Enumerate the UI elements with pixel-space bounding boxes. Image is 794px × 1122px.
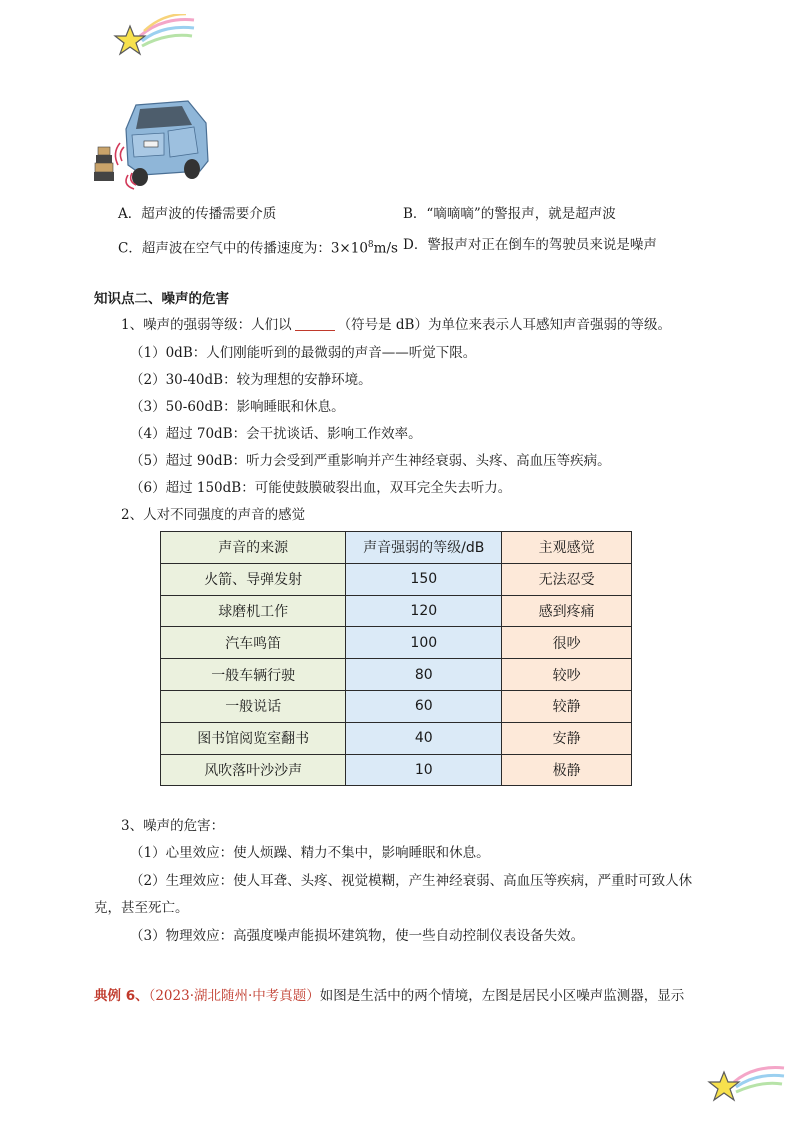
table-cell: 60: [346, 690, 502, 722]
table-cell: 一般说话: [161, 690, 346, 722]
example-label: 典例 6、: [94, 988, 149, 1004]
table-cell: 图书馆阅览室翻书: [161, 722, 346, 754]
table-cell: 安静: [502, 722, 632, 754]
harm-item: （2）生理效应：使人耳聋、头疼、视觉模糊，产生神经衰弱、高血压等疾病，严重时可致人休: [130, 873, 693, 889]
level-item: （5）超过 90dB：听力会受到严重影响并产生神经衰弱、头疼、高血压等疾病。: [130, 453, 611, 469]
table-cell: 40: [346, 722, 502, 754]
reversing-car-illustration: [92, 95, 212, 191]
paragraph-1-before: 1、噪声的强弱等级：人们以: [121, 317, 292, 333]
section-title: 知识点二、噪声的危害: [94, 291, 229, 307]
paragraph-2: 2、人对不同强度的声音的感觉: [121, 507, 306, 523]
table-cell: 极静: [502, 754, 632, 786]
table-cell: 150: [346, 563, 502, 595]
example-source: （2023·湖北随州·中考真题）: [148, 988, 320, 1004]
table-row: [161, 595, 632, 627]
sound-level-table: [160, 531, 632, 786]
table-cell: 无法忍受: [502, 563, 632, 595]
paragraph-1: [121, 315, 671, 335]
table-row: [161, 754, 632, 786]
table-row: [161, 563, 632, 595]
table-cell: 感到疼痛: [502, 595, 632, 627]
table-cell: 120: [346, 595, 502, 627]
level-item: （2）30-40dB：较为理想的安静环境。: [130, 372, 372, 388]
table-cell: 很吵: [502, 627, 632, 659]
table-row: [161, 690, 632, 722]
table-cell: 球磨机工作: [161, 595, 346, 627]
fill-blank: [295, 316, 335, 331]
option-d: D．警报声对正在倒车的驾驶员来说是噪声: [403, 237, 657, 253]
table-cell: 较静: [502, 690, 632, 722]
table-row: [161, 659, 632, 691]
table-cell: 80: [346, 659, 502, 691]
header-cell: 声音的来源: [161, 532, 346, 564]
table-cell: 一般车辆行驶: [161, 659, 346, 691]
table-cell: 汽车鸣笛: [161, 627, 346, 659]
table-cell: 100: [346, 627, 502, 659]
paragraph-1-after: （符号是 dB）为单位来表示人耳感知声音强弱的等级。: [337, 317, 671, 333]
harm-title: 3、噪声的危害：: [121, 818, 225, 834]
table-cell: 火箭、导弹发射: [161, 563, 346, 595]
table-row: [161, 627, 632, 659]
level-item: （4）超过 70dB：会干扰谈话、影响工作效率。: [130, 426, 422, 442]
harm-item: （1）心里效应：使人烦躁、精力不集中，影响睡眠和休息。: [130, 845, 490, 861]
level-item: （6）超过 150dB：可能使鼓膜破裂出血，双耳完全失去听力。: [130, 480, 512, 496]
harm-item: （3）物理效应：高强度噪声能损坏建筑物，使一些自动控制仪表设备失效。: [130, 928, 585, 944]
level-item: （1）0dB：人们刚能听到的最微弱的声音——听觉下限。: [130, 345, 477, 361]
example-line: [94, 986, 684, 1006]
table-cell: 风吹落叶沙沙声: [161, 754, 346, 786]
shooting-star-icon: [106, 14, 196, 64]
option-c-prefix: C．超声波在空气中的传播速度为：3×10: [118, 240, 368, 257]
table-cell: 较吵: [502, 659, 632, 691]
table-header-row: [161, 532, 632, 564]
level-item: （3）50-60dB：影响睡眠和休息。: [130, 399, 345, 415]
option-c-exponent: 8: [367, 240, 374, 250]
shooting-star-icon: [706, 1062, 786, 1106]
table-row: [161, 722, 632, 754]
option-c: [118, 235, 398, 259]
option-a: A．超声波的传播需要介质: [118, 206, 277, 222]
table-cell: 10: [346, 754, 502, 786]
header-cell: 声音强弱的等级/dB: [346, 532, 502, 564]
option-b: B．“嘀嘀嘀”的警报声，就是超声波: [403, 206, 616, 222]
option-c-suffix: m/s: [373, 240, 398, 257]
example-text: 如图是生活中的两个情境，左图是居民小区噪声监测器，显示: [319, 988, 685, 1004]
harm-item-continued: 克，甚至死亡。: [94, 900, 189, 916]
header-cell: 主观感觉: [502, 532, 632, 564]
